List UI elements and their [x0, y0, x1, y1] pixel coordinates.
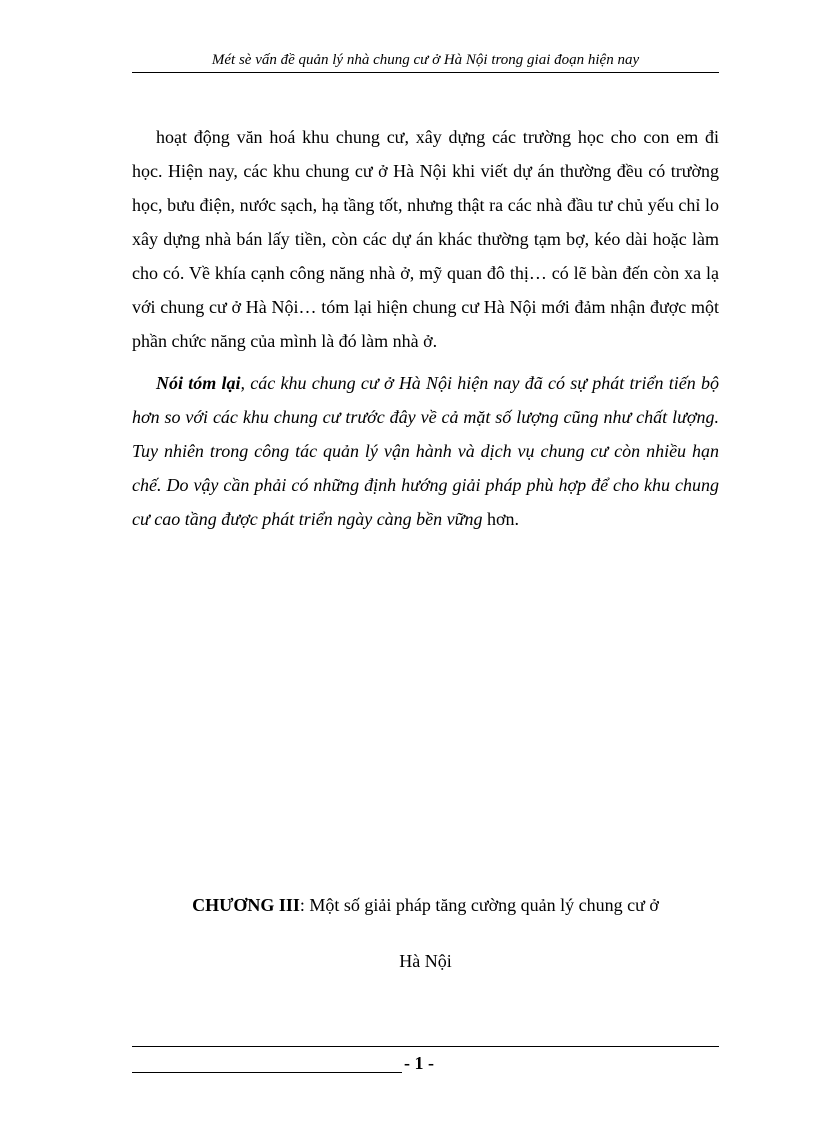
- chapter-heading: [132, 890, 719, 976]
- footer-short-rule: [132, 1072, 402, 1073]
- summary-lead: Nói tóm lại: [156, 373, 241, 393]
- chapter-label: CHƯƠNG III: [192, 895, 300, 915]
- summary-tail: hơn.: [482, 509, 520, 529]
- page-number: - 1 -: [404, 1053, 434, 1073]
- chapter-title-line2: Hà Nội: [399, 951, 452, 971]
- page-header: [132, 50, 719, 73]
- paragraph-1: hoạt động văn hoá khu chung cư, xây dựng các trường học cho con em đi học. Hiện nay, các khu chung cư ở Hà Nội khi viết dự án thường đều có trường học, bưu điện, nước sạch, hạ tầng tốt, nhưng thật ra các nhà đầu tư chủ yếu chỉ lo xây dựng nhà bán lấy tiền, còn các dự án khác thường tạm bợ, kéo dài hoặc làm cho có. Về khía cạnh công năng nhà ở, mỹ quan đô thị… có lẽ bàn đến còn xa lạ với chung cư ở Hà Nội… tóm lại hiện chung cư Hà Nội mới đảm nhận được một phần chức năng của mình là đó làm nhà ở.: [132, 127, 719, 351]
- summary-paragraph: [132, 366, 719, 536]
- summary-text: , các khu chung cư ở Hà Nội hiện nay đã có sự phát triển tiến bộ hơn so với các khu chung cư trước đây về cả mặt số lượng cũng như chất lượng. Tuy nhiên trong công tác quản lý vận hành và dịch vụ chung cư còn nhiều hạn chế. Do vậy cần phải có những định hướng giải pháp phù hợp để cho khu chung cư cao tầng được phát triển ngày càng bền vững: [132, 373, 720, 529]
- running-title: Mét sè vấn đề quản lý nhà chung cư ở Hà Nội trong giai đoạn hiện nay: [211, 52, 640, 68]
- body-text: [132, 120, 719, 544]
- chapter-title-line1: : Một số giải pháp tăng cường quản lý chung cư ở: [299, 895, 659, 915]
- footer-rule: [132, 1046, 719, 1047]
